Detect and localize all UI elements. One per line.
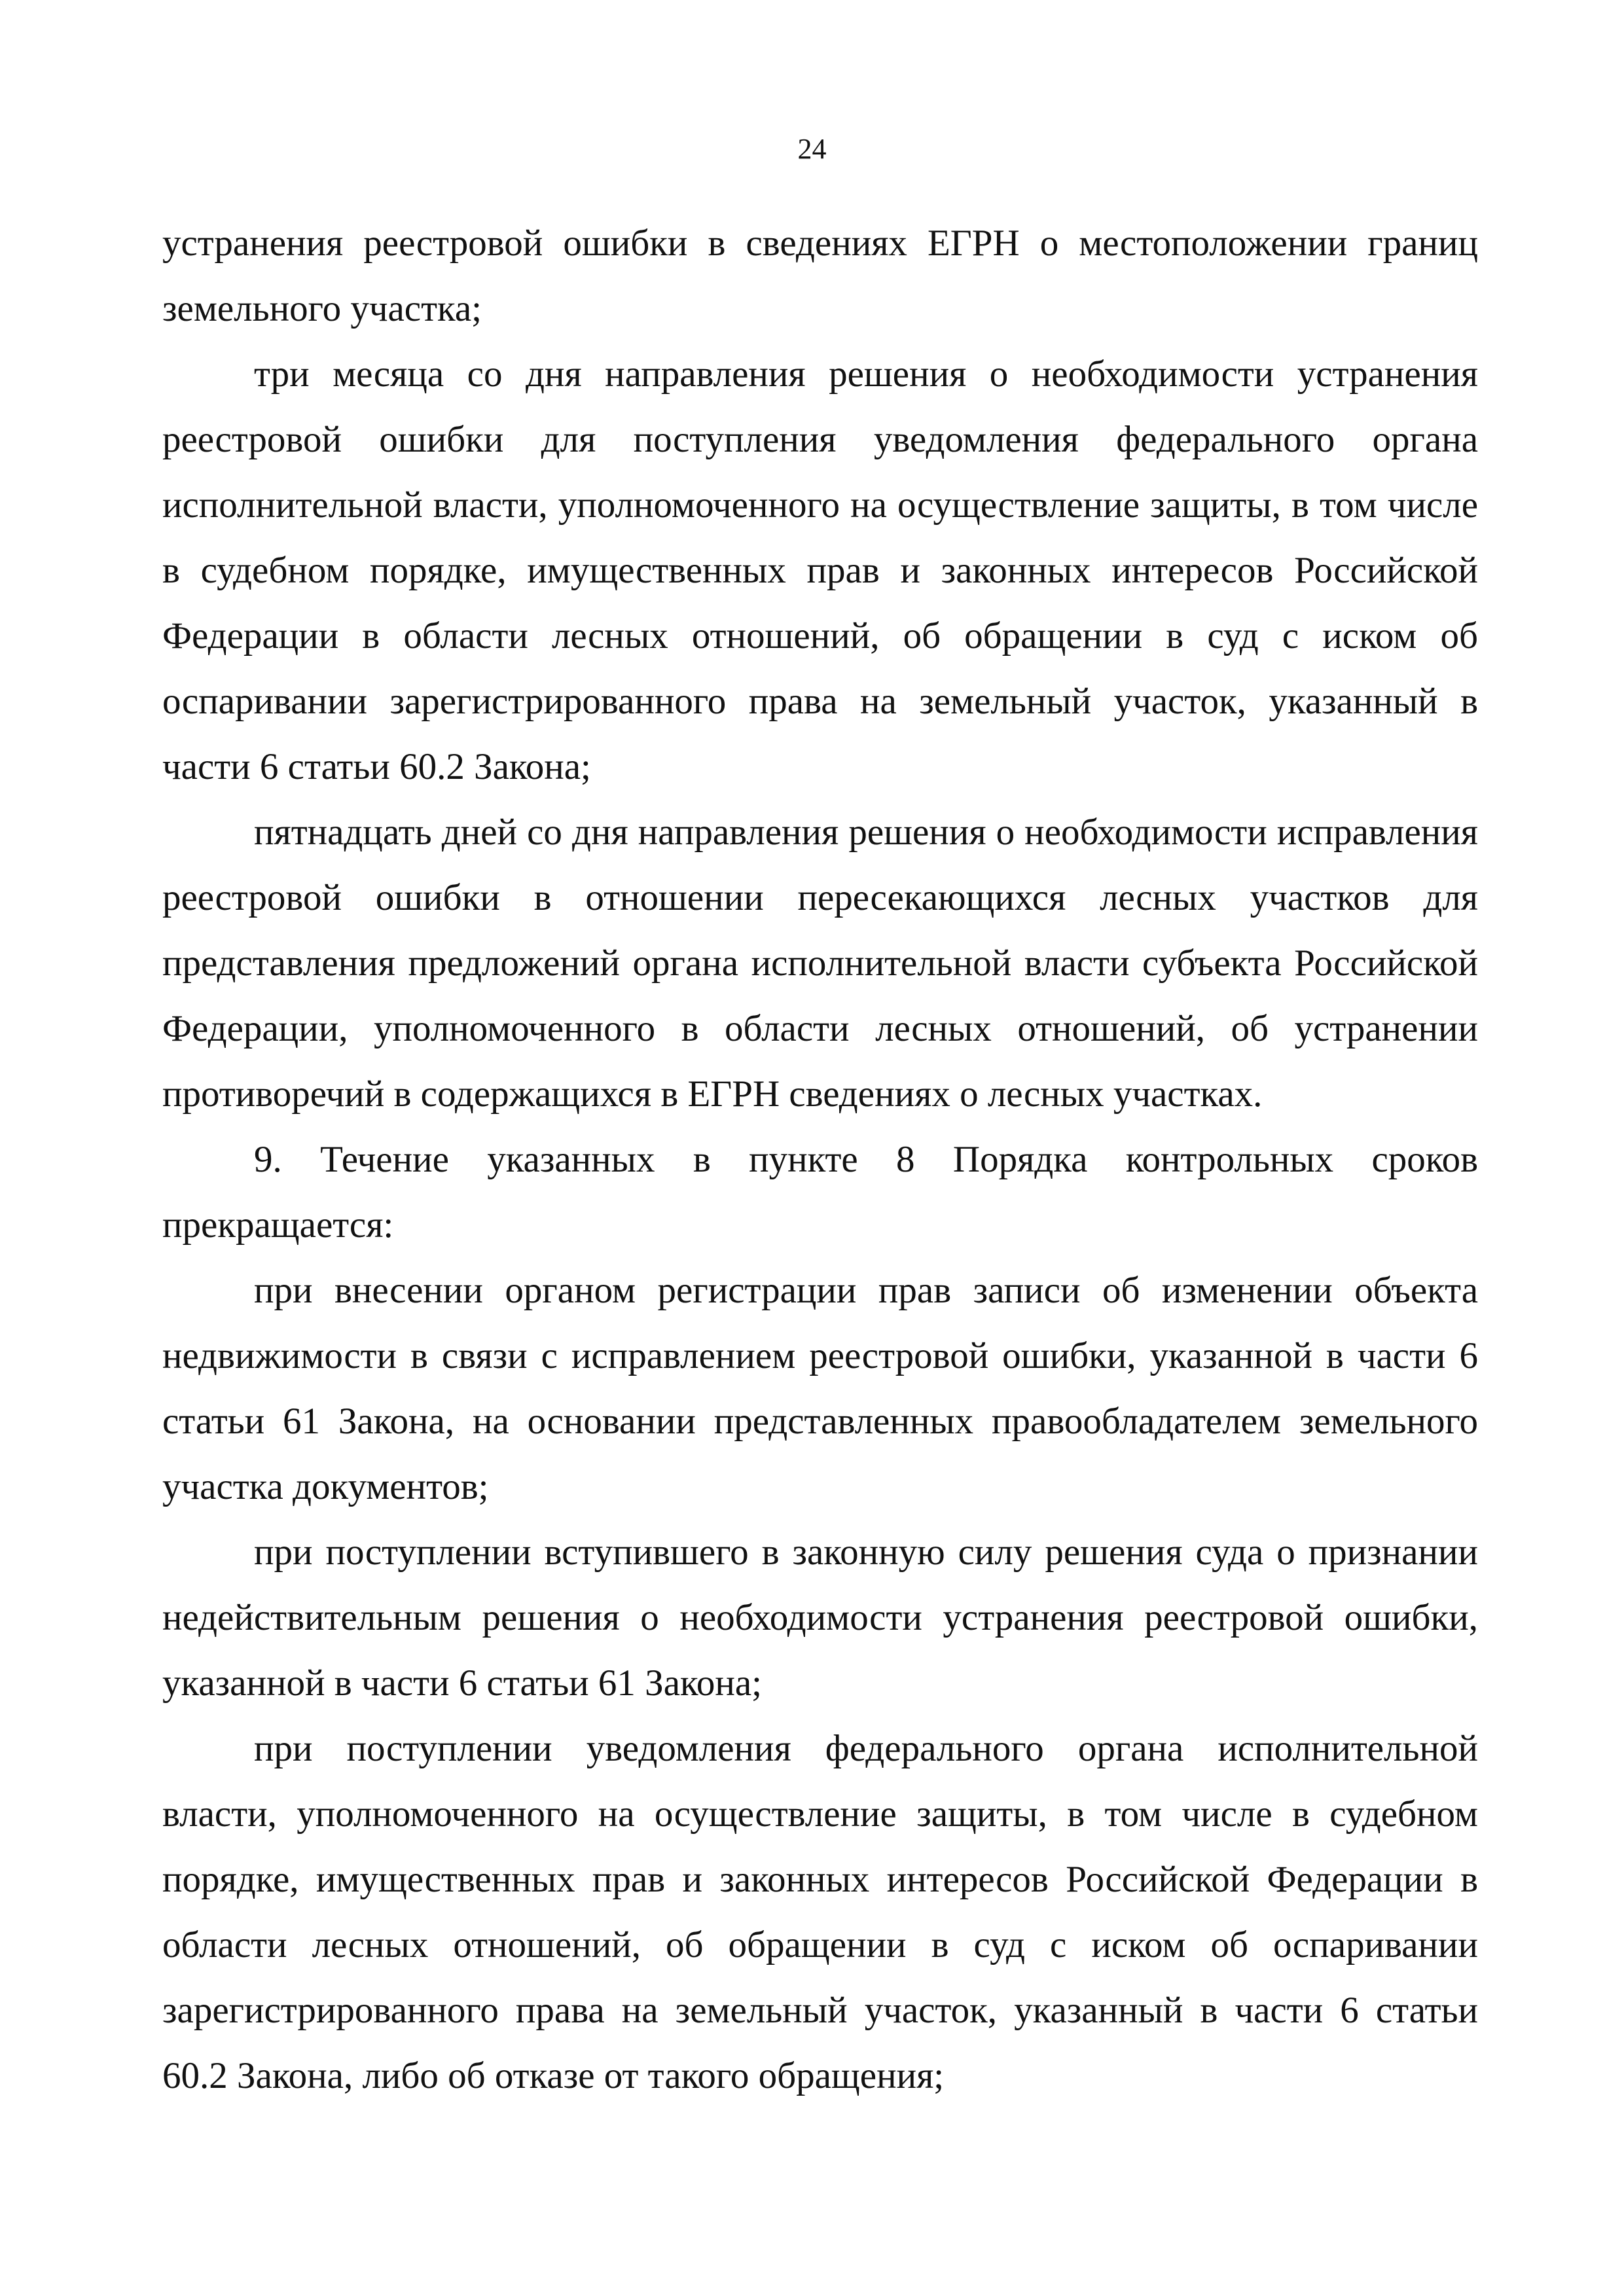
body-text (162, 211, 1478, 2109)
paragraph-continuation: устранения реестровой ошибки в сведениях ЕГРН о местоположении границ земельного участка; (162, 223, 1478, 329)
paragraph-notification: при поступлении уведомления федерального органа исполнительной власти, уполномоченного на осуществление защиты, в том числе в судебном порядке, имущественных прав и законных интересов Российской Федерации в области лесных отношений, об обращении в суд с иском об оспаривании зарегистрированного права на земельный участок, указанный в части 6 статьи 60.2 Закона, либо об отказе от такого обращения; (162, 1728, 1478, 2096)
page-number: 24 (797, 133, 827, 165)
paragraph-item-9: 9. Течение указанных в пункте 8 Порядка контрольных сроков прекращается: (162, 1139, 1478, 1246)
paragraph-registration-entry: при внесении органом регистрации прав записи об изменении объекта недвижимости в связи с исправлением реестровой ошибки, указанной в части 6 статьи 61 Закона, на основании представленных правообладателем земельного участка документов; (162, 1270, 1478, 1507)
paragraph-three-months: три месяца со дня направления решения о необходимости устранения реестровой ошибки для поступления уведомления федерального органа исполнительной власти, уполномоченного на осуществление защиты, в том числе в судебном порядке, имущественных прав и законных интересов Российской Федерации в области лесных отношений, об обращении в суд с иском об оспаривании зарегистрированного права на земельный участок, указанный в части 6 статьи 60.2 Закона; (162, 353, 1478, 787)
paragraph-court-decision: при поступлении вступившего в законную силу решения суда о признании недействительным решения о необходимости устранения реестровой ошибки, указанной в части 6 статьи 61 Закона; (162, 1532, 1478, 1704)
paragraph-fifteen-days: пятнадцать дней со дня направления решения о необходимости исправления реестровой ошибки в отношении пересекающихся лесных участков для представления предложений органа исполнительной власти субъекта Российской Федерации, уполномоченного в области лесных отношений, об устранении противоречий в содержащихся в ЕГРН сведениях о лесных участках. (162, 812, 1478, 1115)
